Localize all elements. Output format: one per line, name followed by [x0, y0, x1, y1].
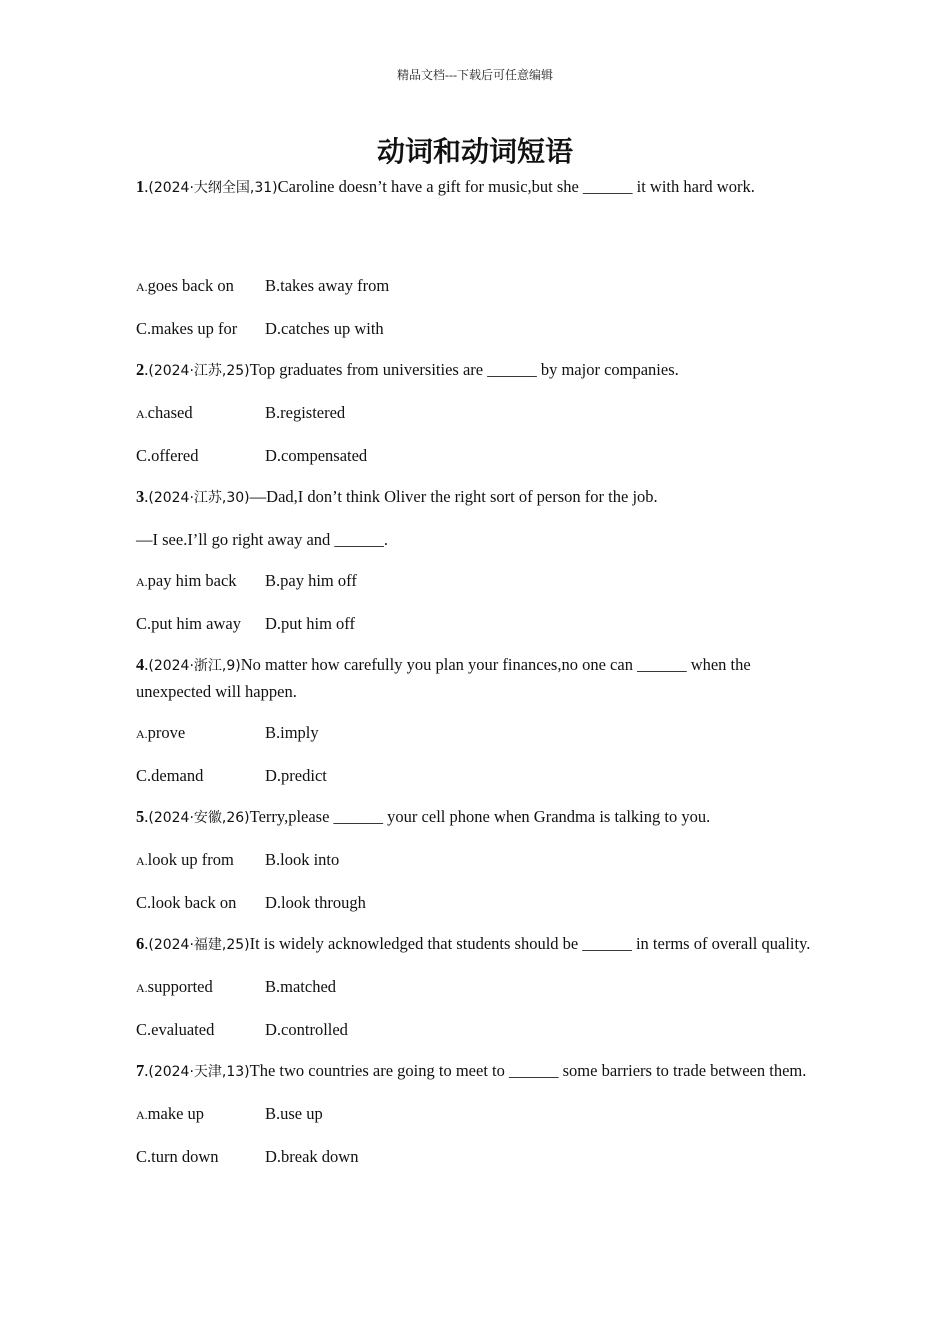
option-c[interactable]: C.put him away	[136, 614, 241, 633]
options-row	[136, 611, 826, 636]
option-c[interactable]: C.demand	[136, 766, 204, 785]
question-source: (2024·大纲全国,31)	[148, 180, 278, 196]
option-a[interactable]	[136, 720, 265, 747]
option-c[interactable]: C.makes up for	[136, 319, 238, 338]
option-b[interactable]: B.use up	[265, 1104, 323, 1123]
options-row	[136, 1017, 826, 1042]
option-a-prefix: A.	[136, 1108, 148, 1122]
option-a-prefix: A.	[136, 407, 148, 421]
option-b[interactable]: B.takes away from	[265, 276, 390, 295]
option-d[interactable]: D.catches up with	[265, 319, 384, 338]
question-text: —Dad,I don’t think Oliver the right sort of person for the job.	[249, 487, 658, 506]
option-a[interactable]	[136, 1101, 265, 1128]
options-row	[136, 763, 826, 788]
options-row	[136, 316, 826, 341]
options-row	[136, 400, 826, 427]
question-2: 2.(2024·江苏,25)Top graduates from universities are ______ by major companies.	[136, 360, 679, 379]
options-row	[136, 1144, 826, 1169]
option-c[interactable]: C.offered	[136, 446, 199, 465]
question-text: The two countries are going to meet to ______ some barriers to trade between them.	[249, 1061, 807, 1080]
option-d[interactable]: D.predict	[265, 766, 327, 785]
options-row	[136, 720, 826, 747]
option-c[interactable]: C.look back on	[136, 893, 237, 912]
option-a-text: pay him back	[147, 571, 237, 590]
option-b[interactable]: B.imply	[265, 723, 319, 742]
question-number: 7	[136, 1061, 145, 1080]
question-3-reply: —I see.I’ll go right away and ______.	[136, 530, 389, 549]
options-row	[136, 568, 826, 595]
option-b[interactable]: B.registered	[265, 403, 346, 422]
option-d[interactable]: D.controlled	[265, 1020, 348, 1039]
page-header: 精品文档---下载后可任意编辑	[397, 68, 553, 82]
question-text: Top graduates from universities are ______ by major companies.	[249, 360, 679, 379]
question-3: 3.(2024·江苏,30)—Dad,I don’t think Oliver the right sort of person for the job.	[136, 487, 658, 506]
options-row	[136, 273, 826, 300]
options-row	[136, 1101, 826, 1128]
question-source: (2024·浙江,9)	[148, 658, 241, 674]
option-b[interactable]: B.look into	[265, 850, 340, 869]
question-text: It is widely acknowledged that students should be ______ in terms of overall quality.	[249, 934, 811, 953]
question-number: 5	[136, 807, 145, 826]
question-6: 6.(2024·福建,25)It is widely acknowledged that students should be ______ in terms of overall quality.	[136, 934, 811, 953]
option-b[interactable]: B.matched	[265, 977, 337, 996]
option-b[interactable]: B.pay him off	[265, 571, 357, 590]
option-a[interactable]	[136, 568, 265, 595]
options-row	[136, 847, 826, 874]
question-source: (2024·江苏,25)	[148, 363, 250, 379]
option-a-text: look up from	[147, 850, 234, 869]
question-number: 3	[136, 487, 145, 506]
question-number: 2	[136, 360, 145, 379]
option-a[interactable]	[136, 273, 265, 300]
option-a-prefix: A.	[136, 981, 148, 995]
question-source: (2024·安徽,26)	[148, 810, 250, 826]
page-title: 动词和动词短语	[376, 137, 573, 168]
question-number: 1	[136, 177, 145, 196]
option-d[interactable]: D.break down	[265, 1147, 359, 1166]
option-c[interactable]: C.evaluated	[136, 1020, 215, 1039]
question-text: Terry,please ______ your cell phone when Grandma is talking to you.	[249, 807, 711, 826]
option-a-text: prove	[147, 723, 186, 742]
question-4: 4.(2024·浙江,9)No matter how carefully you plan your finances,no one can ______ when the unexpected will happen.	[136, 655, 751, 701]
question-7: 7.(2024·天津,13)The two countries are going to meet to ______ some barriers to trade between them.	[136, 1061, 807, 1080]
question-text: No matter how carefully you plan your finances,no one can ______ when the unexpected will happen.	[136, 655, 751, 701]
question-source: (2024·福建,25)	[148, 937, 250, 953]
question-source: (2024·天津,13)	[148, 1064, 250, 1080]
option-a-prefix: A.	[136, 280, 148, 294]
options-row	[136, 974, 826, 1001]
option-a-text: chased	[147, 403, 193, 422]
options-row	[136, 443, 826, 468]
option-a-text: make up	[147, 1104, 205, 1123]
option-c[interactable]: C.turn down	[136, 1147, 219, 1166]
question-source: (2024·江苏,30)	[148, 490, 250, 506]
options-row	[136, 890, 826, 915]
option-d[interactable]: D.look through	[265, 893, 366, 912]
option-a-prefix: A.	[136, 727, 148, 741]
question-list	[136, 174, 826, 1169]
question-number: 6	[136, 934, 145, 953]
question-1: 1.(2024·大纲全国,31)Caroline doesn’t have a gift for music,but she ______ it with hard work.	[136, 177, 755, 196]
option-a-text: goes back on	[147, 276, 234, 295]
option-d[interactable]: D.put him off	[265, 614, 355, 633]
option-a-prefix: A.	[136, 854, 148, 868]
question-text: Caroline doesn’t have a gift for music,but she ______ it with hard work.	[277, 177, 755, 196]
option-a-text: supported	[147, 977, 213, 996]
option-a-prefix: A.	[136, 575, 148, 589]
question-5: 5.(2024·安徽,26)Terry,please ______ your cell phone when Grandma is talking to you.	[136, 807, 711, 826]
option-a[interactable]	[136, 974, 265, 1001]
option-a[interactable]	[136, 847, 265, 874]
question-number: 4	[136, 655, 145, 674]
option-a[interactable]	[136, 400, 265, 427]
option-d[interactable]: D.compensated	[265, 446, 368, 465]
